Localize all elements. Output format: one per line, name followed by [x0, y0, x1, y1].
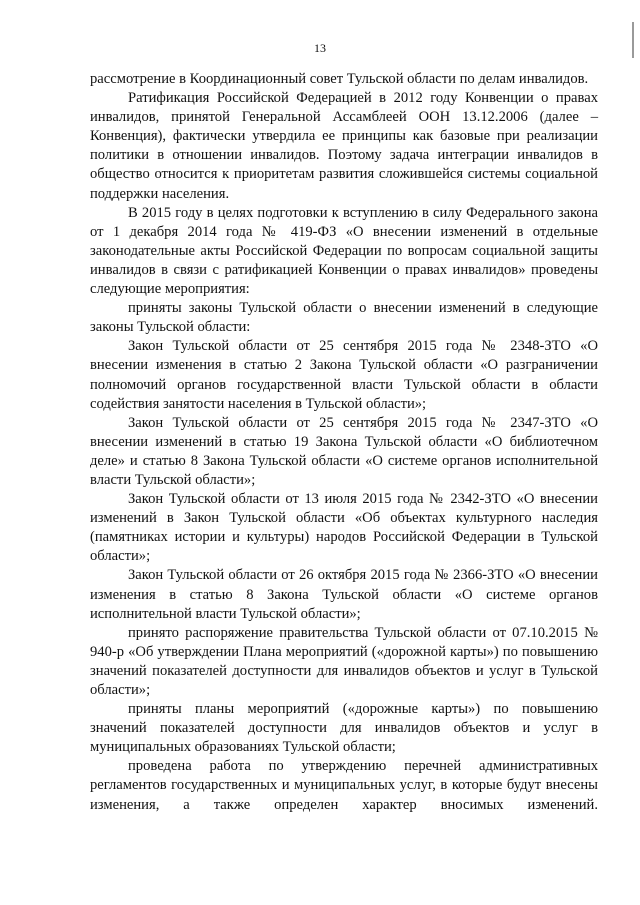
paragraph-law-2348: Закон Тульской области от 25 сентября 2015 года № 2348-ЗТО «О внесении изменения в статью 2 Закона Тульской области «О разграничении полномочий органов государственной власти Тульской области в области содействия занятости населения в Тульской области»;: [90, 338, 598, 412]
paragraph-regulations: проведена работа по утверждению перечней административных регламентов государственных и муниципальных услуг, в которые будут внесены изменения, а также определен характер вносимых изменений.: [90, 758, 598, 813]
paragraph-laws-adopted: приняты законы Тульской области о внесении изменений в следующие законы Тульской области:: [90, 300, 598, 336]
paragraph-continuation: рассмотрение в Координационный совет Тульской области по делам инвалидов.: [90, 71, 589, 87]
paragraph-federal-law-2015: В 2015 году в целях подготовки к вступлению в силу Федерального закона от 1 декабря 2014 года № 419-ФЗ «О внесении изменений в отдельные законодательные акты Российской Федерации по вопросам социальной защиты инвалидов в связи с ратификацией Конвенции о правах инвалидов» проведены следующие мероприятия:: [90, 204, 598, 298]
paragraph-order-940: принято распоряжение правительства Тульской области от 07.10.2015 № 940-р «Об утверждении Плана мероприятий («дорожной карты») по повышению значений показателей доступности для инвалидов объектов и услуг в Тульской области»;: [90, 624, 598, 698]
paragraph-law-2347: Закон Тульской области от 25 сентября 2015 года № 2347-ЗТО «О внесении изменений в статью 19 Закона Тульской области «О библиотечном деле» и статью 8 Закона Тульской области «О системе органов исполнительной власти Тульской области»;: [90, 414, 598, 488]
paragraph-convention-ratification: Ратификация Российской Федерацией в 2012 году Конвенции о правах инвалидов, принятой Генеральной Ассамблеей ООН 13.12.2006 (далее – Конвенция), фактически утвердила ее принципы как базовые при реализации политики в отношении инвалидов. Поэтому задача интеграции инвалидов в общество относится к приоритетам развития сложившейся системы социальной поддержки населения.: [90, 90, 598, 202]
page-number: 13: [314, 41, 326, 55]
paragraph-law-2342: Закон Тульской области от 13 июля 2015 года № 2342-ЗТО «О внесении изменений в Закон Тульской области «Об объектах культурного наследия (памятниках истории и культуры) народов Российской Федерации в Тульской области»;: [90, 491, 598, 565]
paragraph-law-2366: Закон Тульской области от 26 октября 2015 года № 2366-ЗТО «О внесении изменения в статью 8 Закона Тульской области «О системе органов исполнительной власти Тульской области»;: [90, 567, 598, 622]
document-body: [90, 70, 598, 815]
paragraph-roadmaps: приняты планы мероприятий («дорожные карты») по повышению значений показателей доступности для инвалидов объектов и услуг в муниципальных образованиях Тульской области;: [90, 701, 598, 756]
